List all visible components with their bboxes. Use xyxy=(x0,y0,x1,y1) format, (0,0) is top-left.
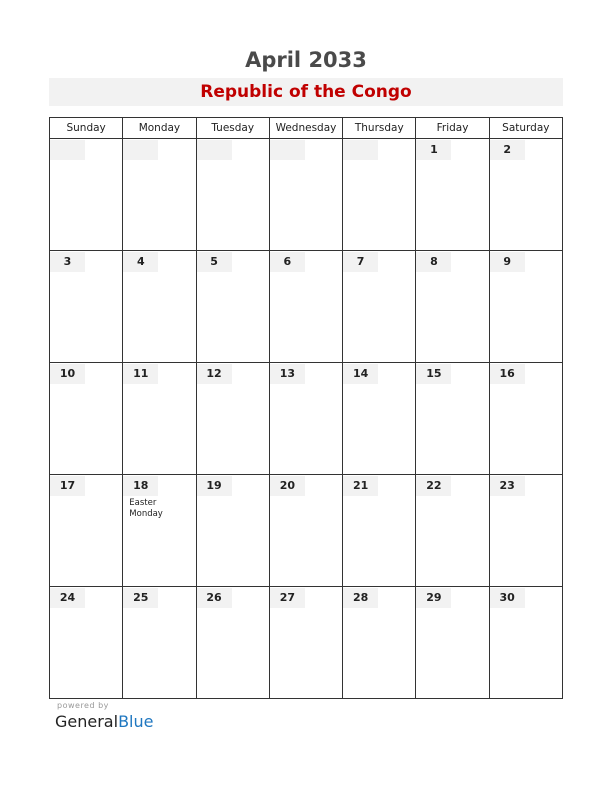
day-number: 5 xyxy=(197,252,232,272)
day-cell xyxy=(50,251,123,363)
country-name: Republic of the Congo xyxy=(200,82,412,102)
day-number: 16 xyxy=(490,364,525,384)
day-cell xyxy=(196,475,269,587)
day-cell xyxy=(343,475,416,587)
day-cell xyxy=(416,587,489,699)
day-number: 23 xyxy=(490,476,525,496)
day-number: 6 xyxy=(270,252,305,272)
weekday-friday: Friday xyxy=(416,118,489,139)
day-cell xyxy=(269,363,342,475)
day-number: 20 xyxy=(270,476,305,496)
day-number: 3 xyxy=(50,252,85,272)
day-number xyxy=(270,140,305,160)
day-number: 22 xyxy=(416,476,451,496)
brand-name-accent: Blue xyxy=(118,712,154,731)
day-cell xyxy=(196,363,269,475)
holiday-line: Easter xyxy=(129,498,157,508)
day-number: 30 xyxy=(490,588,525,608)
weekday-wednesday: Wednesday xyxy=(269,118,342,139)
week-row xyxy=(50,139,563,251)
powered-by-text: powered by xyxy=(57,701,109,710)
day-cell xyxy=(269,139,342,251)
day-number xyxy=(343,140,378,160)
day-number xyxy=(197,140,232,160)
holiday-line: Monday xyxy=(129,509,163,519)
day-cell xyxy=(123,139,196,251)
day-number: 15 xyxy=(416,364,451,384)
day-cell xyxy=(123,587,196,699)
day-cell xyxy=(196,251,269,363)
week-row xyxy=(50,251,563,363)
day-number: 24 xyxy=(50,588,85,608)
day-number: 7 xyxy=(343,252,378,272)
week-row xyxy=(50,363,563,475)
day-cell xyxy=(343,363,416,475)
day-cell xyxy=(269,475,342,587)
day-number: 2 xyxy=(490,140,525,160)
day-number: 14 xyxy=(343,364,378,384)
day-number: 11 xyxy=(123,364,158,384)
day-cell xyxy=(416,139,489,251)
day-number: 1 xyxy=(416,140,451,160)
brand-logo[interactable] xyxy=(55,712,153,731)
day-cell xyxy=(343,251,416,363)
weekday-monday: Monday xyxy=(123,118,196,139)
day-number: 13 xyxy=(270,364,305,384)
day-number: 28 xyxy=(343,588,378,608)
weekday-thursday: Thursday xyxy=(343,118,416,139)
day-cell xyxy=(196,139,269,251)
day-cell xyxy=(416,363,489,475)
day-cell xyxy=(123,363,196,475)
day-number: 29 xyxy=(416,588,451,608)
day-number: 21 xyxy=(343,476,378,496)
day-number: 27 xyxy=(270,588,305,608)
weekday-sunday: Sunday xyxy=(50,118,123,139)
weekday-tuesday: Tuesday xyxy=(196,118,269,139)
day-cell xyxy=(50,139,123,251)
day-number xyxy=(123,140,158,160)
day-number: 8 xyxy=(416,252,451,272)
day-cell xyxy=(269,587,342,699)
day-cell xyxy=(489,139,562,251)
page-title: April 2033 xyxy=(245,48,367,72)
day-cell xyxy=(50,363,123,475)
day-number: 12 xyxy=(197,364,232,384)
holiday-label xyxy=(129,498,195,520)
day-cell xyxy=(123,475,196,587)
day-number: 19 xyxy=(197,476,232,496)
day-cell xyxy=(489,251,562,363)
day-number: 17 xyxy=(50,476,85,496)
day-number xyxy=(50,140,85,160)
day-cell xyxy=(416,251,489,363)
day-cell xyxy=(50,475,123,587)
day-cell xyxy=(489,587,562,699)
day-cell xyxy=(489,363,562,475)
calendar-grid xyxy=(49,117,563,699)
day-cell xyxy=(50,587,123,699)
day-cell xyxy=(269,251,342,363)
day-number: 18 xyxy=(123,476,158,496)
weekday-saturday: Saturday xyxy=(489,118,562,139)
day-number: 10 xyxy=(50,364,85,384)
country-banner xyxy=(49,78,563,106)
day-cell xyxy=(343,587,416,699)
week-row xyxy=(50,475,563,587)
day-number: 4 xyxy=(123,252,158,272)
day-number: 25 xyxy=(123,588,158,608)
week-row xyxy=(50,587,563,699)
day-cell xyxy=(416,475,489,587)
day-number: 9 xyxy=(490,252,525,272)
day-cell xyxy=(196,587,269,699)
day-cell xyxy=(343,139,416,251)
day-number: 26 xyxy=(197,588,232,608)
brand-name-part: General xyxy=(55,712,119,731)
day-cell xyxy=(123,251,196,363)
day-cell xyxy=(489,475,562,587)
weekday-header-row xyxy=(50,118,563,139)
